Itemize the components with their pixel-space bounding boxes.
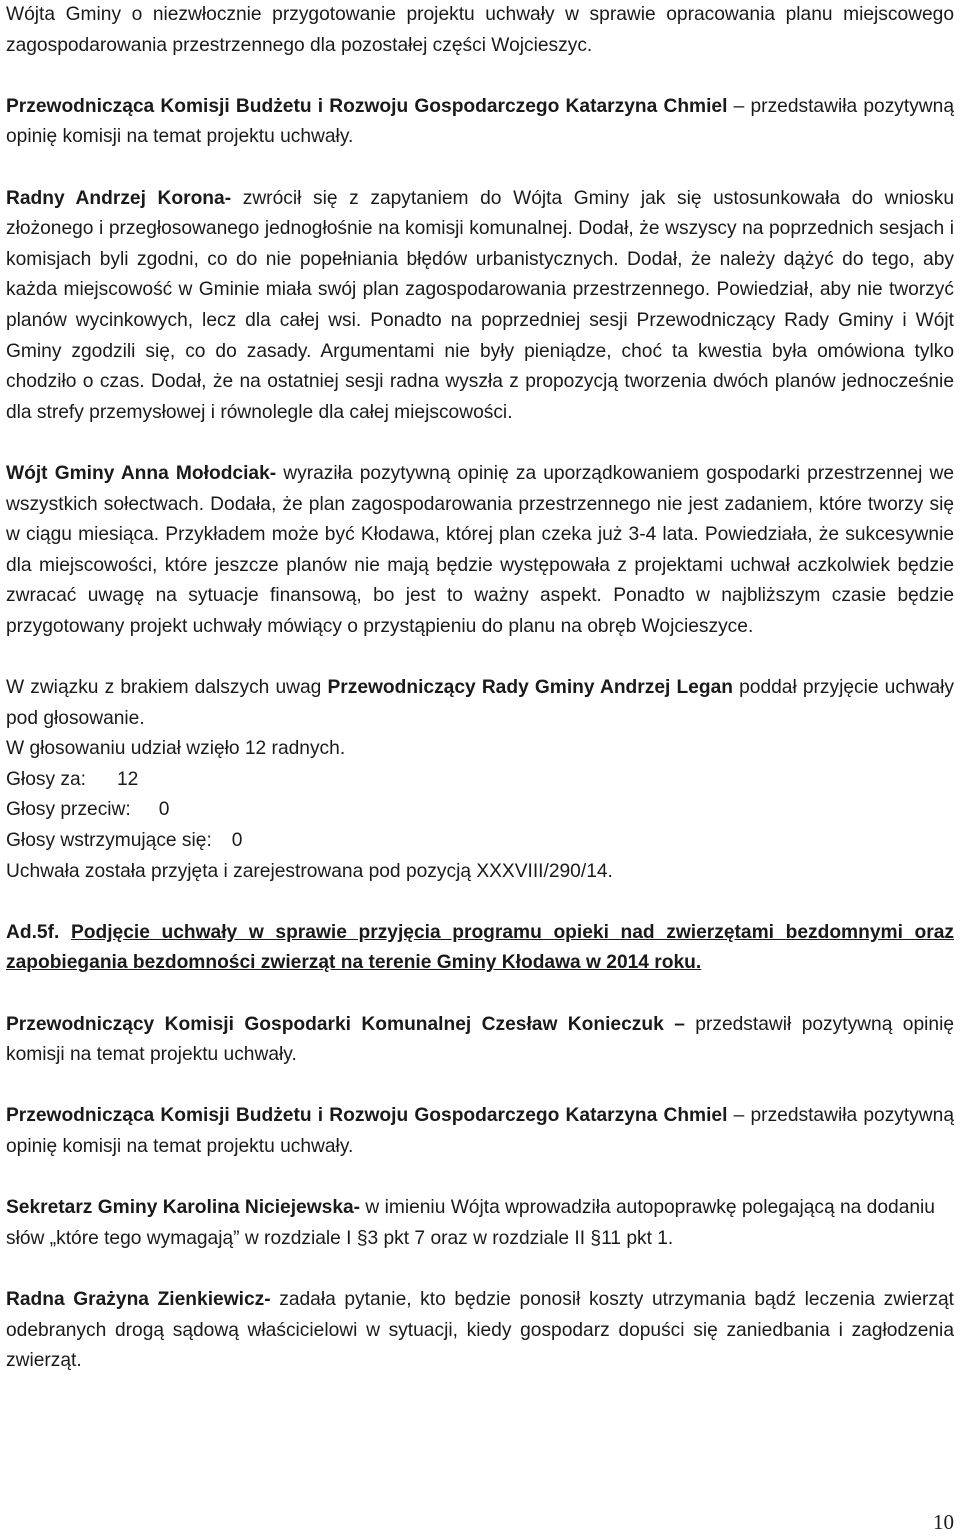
agenda-number: Ad.5f. xyxy=(6,921,60,943)
spacer xyxy=(6,153,954,184)
paragraph-text: – przedstawiła pozytywną opinię komisji na temat projektu uchwały. xyxy=(6,95,955,148)
page-number: 10 xyxy=(933,1510,954,1534)
paragraph-chmiel-opinion xyxy=(6,92,954,153)
paragraph-molodciak xyxy=(6,459,954,643)
spacer xyxy=(6,1254,954,1285)
paragraph-niciejewska xyxy=(6,1193,954,1254)
spacer xyxy=(6,642,954,673)
paragraph-text: Wójta Gminy o niezwłocznie przygotowanie projektu uchwały w sprawie opracowania planu miejscowego zagospodarowania przestrzennego dla pozostałej części Wojcieszyc. xyxy=(6,4,954,56)
paragraph-text: – przedstawiła pozytywną opinię komisji na temat projektu uchwały. xyxy=(6,1105,955,1157)
paragraph-text: W związku z brakiem dalszych uwag xyxy=(6,677,328,699)
votes-for xyxy=(6,765,954,796)
voting-participation: W głosowaniu udział wzięło 12 radnych. xyxy=(6,738,346,760)
paragraph-konieczuk-opinion xyxy=(6,1010,954,1071)
speaker-name: Przewodnicząca Komisji Budżetu i Rozwoju Gospodarczego Katarzyna Chmiel xyxy=(6,95,728,117)
paragraph-text: w imieniu Wójta wprowadziła autopoprawkę polegającą na dodaniu słów „które tego wymagają” w rozdziale I §3 pkt 7 oraz w rozdziale II §11 pkt 1. xyxy=(6,1197,935,1249)
votes-abstain xyxy=(6,826,954,857)
votes-abstain-label: Głosy wstrzymujące się: xyxy=(6,830,212,852)
paragraph-text: zwrócił się z zapytaniem do Wójta Gminy jak się ustosunkowała do wniosku złożonego i przegłosowanego jednogłośnie na komisji komunalnej. Dodał, że wszyscy na poprzednich sesjach i komisjach byli zgodni, co do nie popełniania błędów urbanistycznych. Dodał, że należy dążyć do tego, aby każda miejscowość w Gminie miała swój plan zagospodarowania przestrzennego. Powiedział, aby nie tworzyć planów wycinkowych, lecz dla całej wsi. Ponadto na poprzedniej sesji Przewodniczący Rady Gminy i Wójt Gminy zgodzili się, co do zasady. Argumentami nie były pieniądze, choć ta kwestia była omówiona tylko chodziło o czas. Dodał, że na ostatniej sesji radna wyszła z propozycją tworzenia dwóch planów jednocześnie dla strefy przemysłowej i równolegle dla całej miejscowości. xyxy=(6,187,954,423)
speaker-name: Przewodniczący Rady Gminy Andrzej Legan xyxy=(327,677,733,699)
paragraph-chmiel-opinion-2 xyxy=(6,1101,954,1162)
spacer xyxy=(6,1071,954,1102)
spacer xyxy=(6,61,954,92)
speaker-name: Radny Andrzej Korona- xyxy=(6,187,232,209)
speaker-name: Przewodnicząca Komisji Budżetu i Rozwoju Gospodarczego Katarzyna Chmiel xyxy=(6,1105,728,1127)
speaker-name: Sekretarz Gminy Karolina Niciejewska- xyxy=(6,1197,361,1219)
paragraph-text: zadała pytanie, kto będzie ponosił koszty utrzymania bądź leczenia zwierząt odebranych drogą sądową właścicielowi w sytuacji, kiedy gospodarz dopuści się zaniedbania i zagłodzenia zwierząt. xyxy=(6,1288,954,1372)
speaker-name: Przewodniczący Komisji Gospodarki Komunalnej Czesław Konieczuk – xyxy=(6,1013,685,1035)
votes-for-value: 12 xyxy=(116,768,139,790)
votes-for-label: Głosy za: xyxy=(6,768,86,790)
voting-result: Uchwała została przyjęta i zarejestrowana pod pozycją XXXVIII/290/14. xyxy=(6,860,613,882)
paragraph-continuation xyxy=(6,0,954,61)
paragraph-korona xyxy=(6,184,954,429)
votes-against-label: Głosy przeciw: xyxy=(6,799,131,821)
paragraph-text: przedstawił pozytywną opinię komisji na temat projektu uchwały. xyxy=(6,1013,954,1066)
spacer xyxy=(6,1163,954,1194)
paragraph-text: poddał przyjęcie uchwały pod głosowanie. xyxy=(6,677,955,729)
votes-abstain-value: 0 xyxy=(231,830,243,852)
spacer xyxy=(6,887,954,918)
agenda-title: Podjęcie uchwały w sprawie przyjęcia programu opieki nad zwierzętami bezdomnymi oraz zapobiegania bezdomności zwierząt na terenie Gminy Kłodawa w 2014 roku. xyxy=(6,921,954,974)
paragraph-zienkiewicz xyxy=(6,1285,954,1377)
paragraph-vote-intro xyxy=(6,673,954,734)
votes-against-value: 0 xyxy=(158,799,170,821)
paragraph-text: wyraziła pozytywną opinię za uporządkowaniem gospodarki przestrzennej we wszystkich sołectwach. Dodała, że plan zagospodarowania przestrzennego nie jest zadaniem, które tworzy się w ciągu miesiąca. Przykładem może być Kłodawa, której plan czeka już 3-4 lata. Powiedziała, że sukcesywnie dla miejscowości, które jeszcze planów nie mają będzie występowała z projektami uchwał aczkolwiek będzie zwracać uwagę na sytuacje finansową, bo jest to ważny aspekt. Ponadto w najbliższym czasie będzie przygotowany projekt uchwały mówiący o przystąpieniu do planu na obręb Wojcieszyce. xyxy=(6,462,955,637)
spacer xyxy=(6,428,954,459)
speaker-name: Wójt Gminy Anna Mołodciak- xyxy=(6,462,277,484)
speaker-name: Radna Grażyna Zienkiewicz- xyxy=(6,1288,271,1310)
spacer xyxy=(6,979,954,1010)
agenda-item-heading xyxy=(6,918,954,979)
votes-against xyxy=(6,795,954,826)
